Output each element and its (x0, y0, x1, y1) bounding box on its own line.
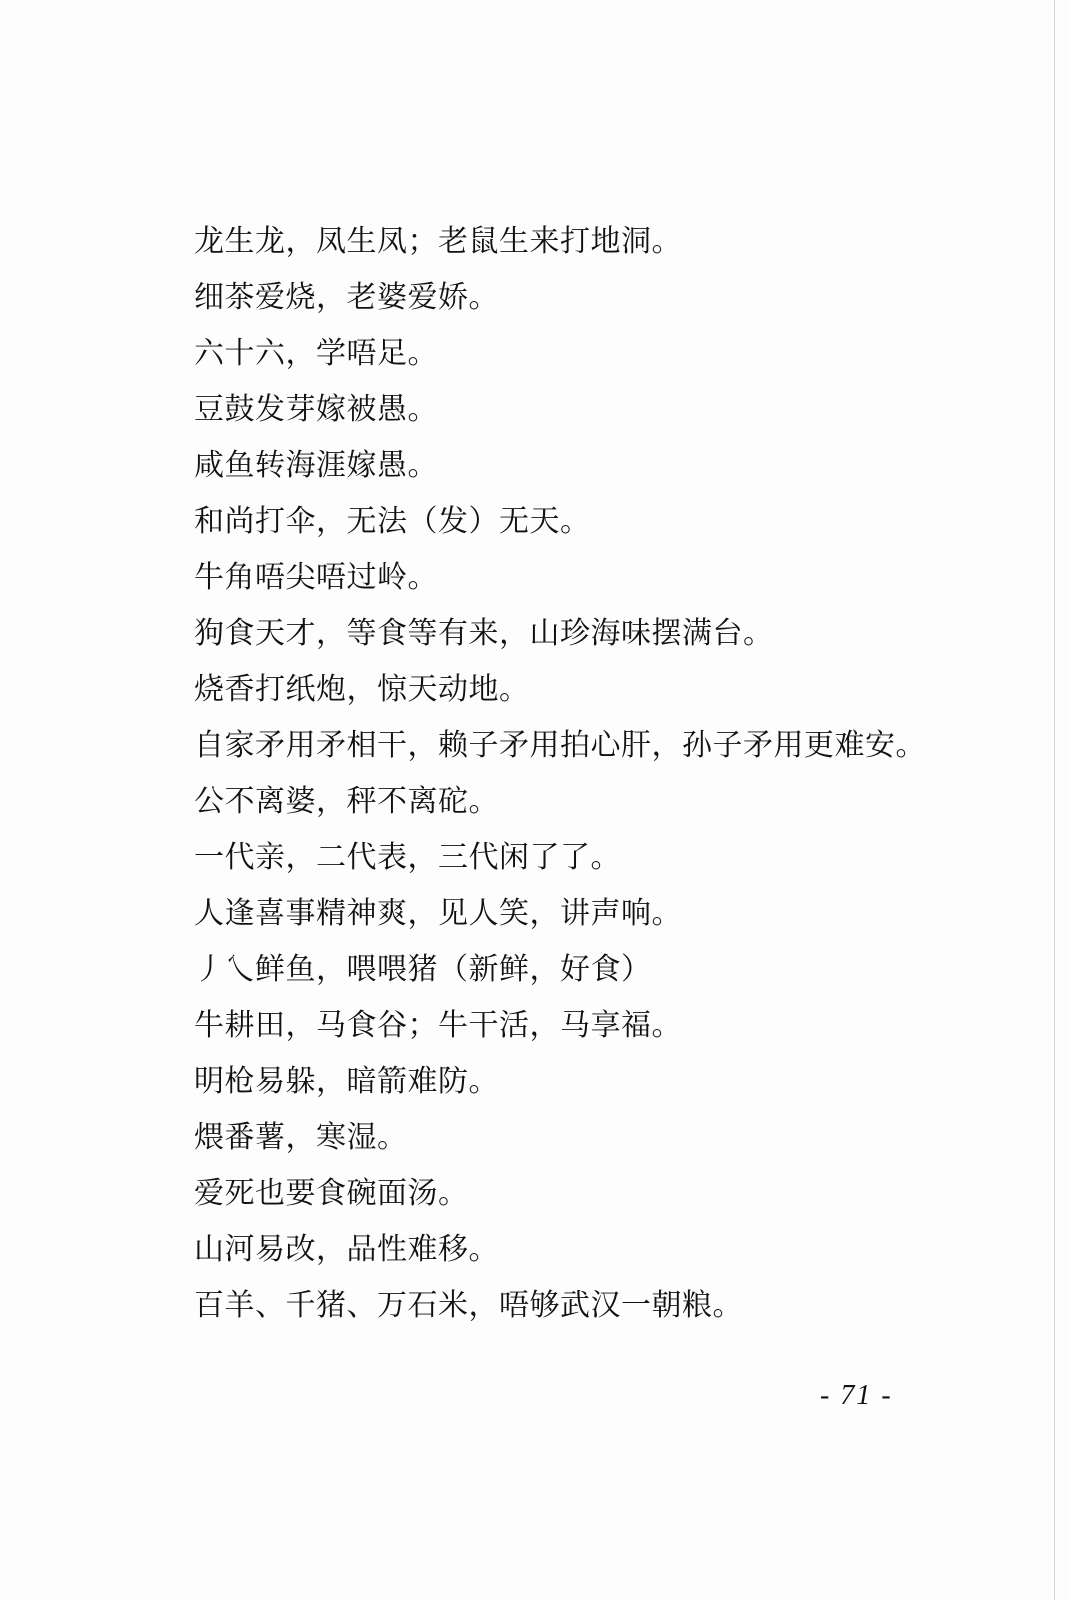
proverb-line: 牛耕田，马食谷；牛干活，马享福。 (194, 1008, 682, 1043)
proverb-list (194, 214, 926, 1334)
proverb-line: 人逢喜事精神爽，见人笑，讲声响。 (194, 896, 682, 931)
proverb-line: 烧香打纸炮，惊天动地。 (194, 672, 530, 707)
proverb-line: 百羊、千猪、万石米，唔够武汉一朝粮。 (194, 1288, 743, 1323)
proverb-line: 狗食天才，等食等有来，山珍海味摆满台。 (194, 616, 774, 651)
proverb-line: 爱死也要食碗面汤。 (194, 1176, 469, 1211)
proverb-line: 六十六，学唔足。 (194, 336, 438, 371)
proverb-line: 龙生龙，凤生凤；老鼠生来打地洞。 (194, 224, 682, 259)
proverb-line: 山河易改，品性难移。 (194, 1232, 499, 1267)
proverb-line: 煨番薯，寒湿。 (194, 1120, 408, 1155)
proverb-line: 咸鱼转海涯嫁愚。 (194, 448, 438, 483)
proverb-line: 牛角唔尖唔过岭。 (194, 560, 438, 595)
proverb-line: 丿乀鲜鱼，喂喂猪（新鲜，好食） (194, 952, 652, 987)
proverb-line: 公不离婆，秤不离砣。 (194, 784, 499, 819)
proverb-line: 豆鼓发芽嫁被愚。 (194, 392, 438, 427)
proverb-line: 明枪易躲，暗箭难防。 (194, 1064, 499, 1099)
page-edge-line (1054, 0, 1055, 1600)
page-number: - 71 - (820, 1380, 893, 1411)
proverb-line: 自家矛用矛相干，赖子矛用拍心肝，孙子矛用更难安。 (194, 728, 926, 763)
proverb-line: 一代亲，二代表，三代闲了了。 (194, 840, 621, 875)
proverb-line: 细茶爱烧，老婆爱娇。 (194, 280, 499, 315)
proverb-line: 和尚打伞，无法（发）无天。 (194, 504, 591, 539)
